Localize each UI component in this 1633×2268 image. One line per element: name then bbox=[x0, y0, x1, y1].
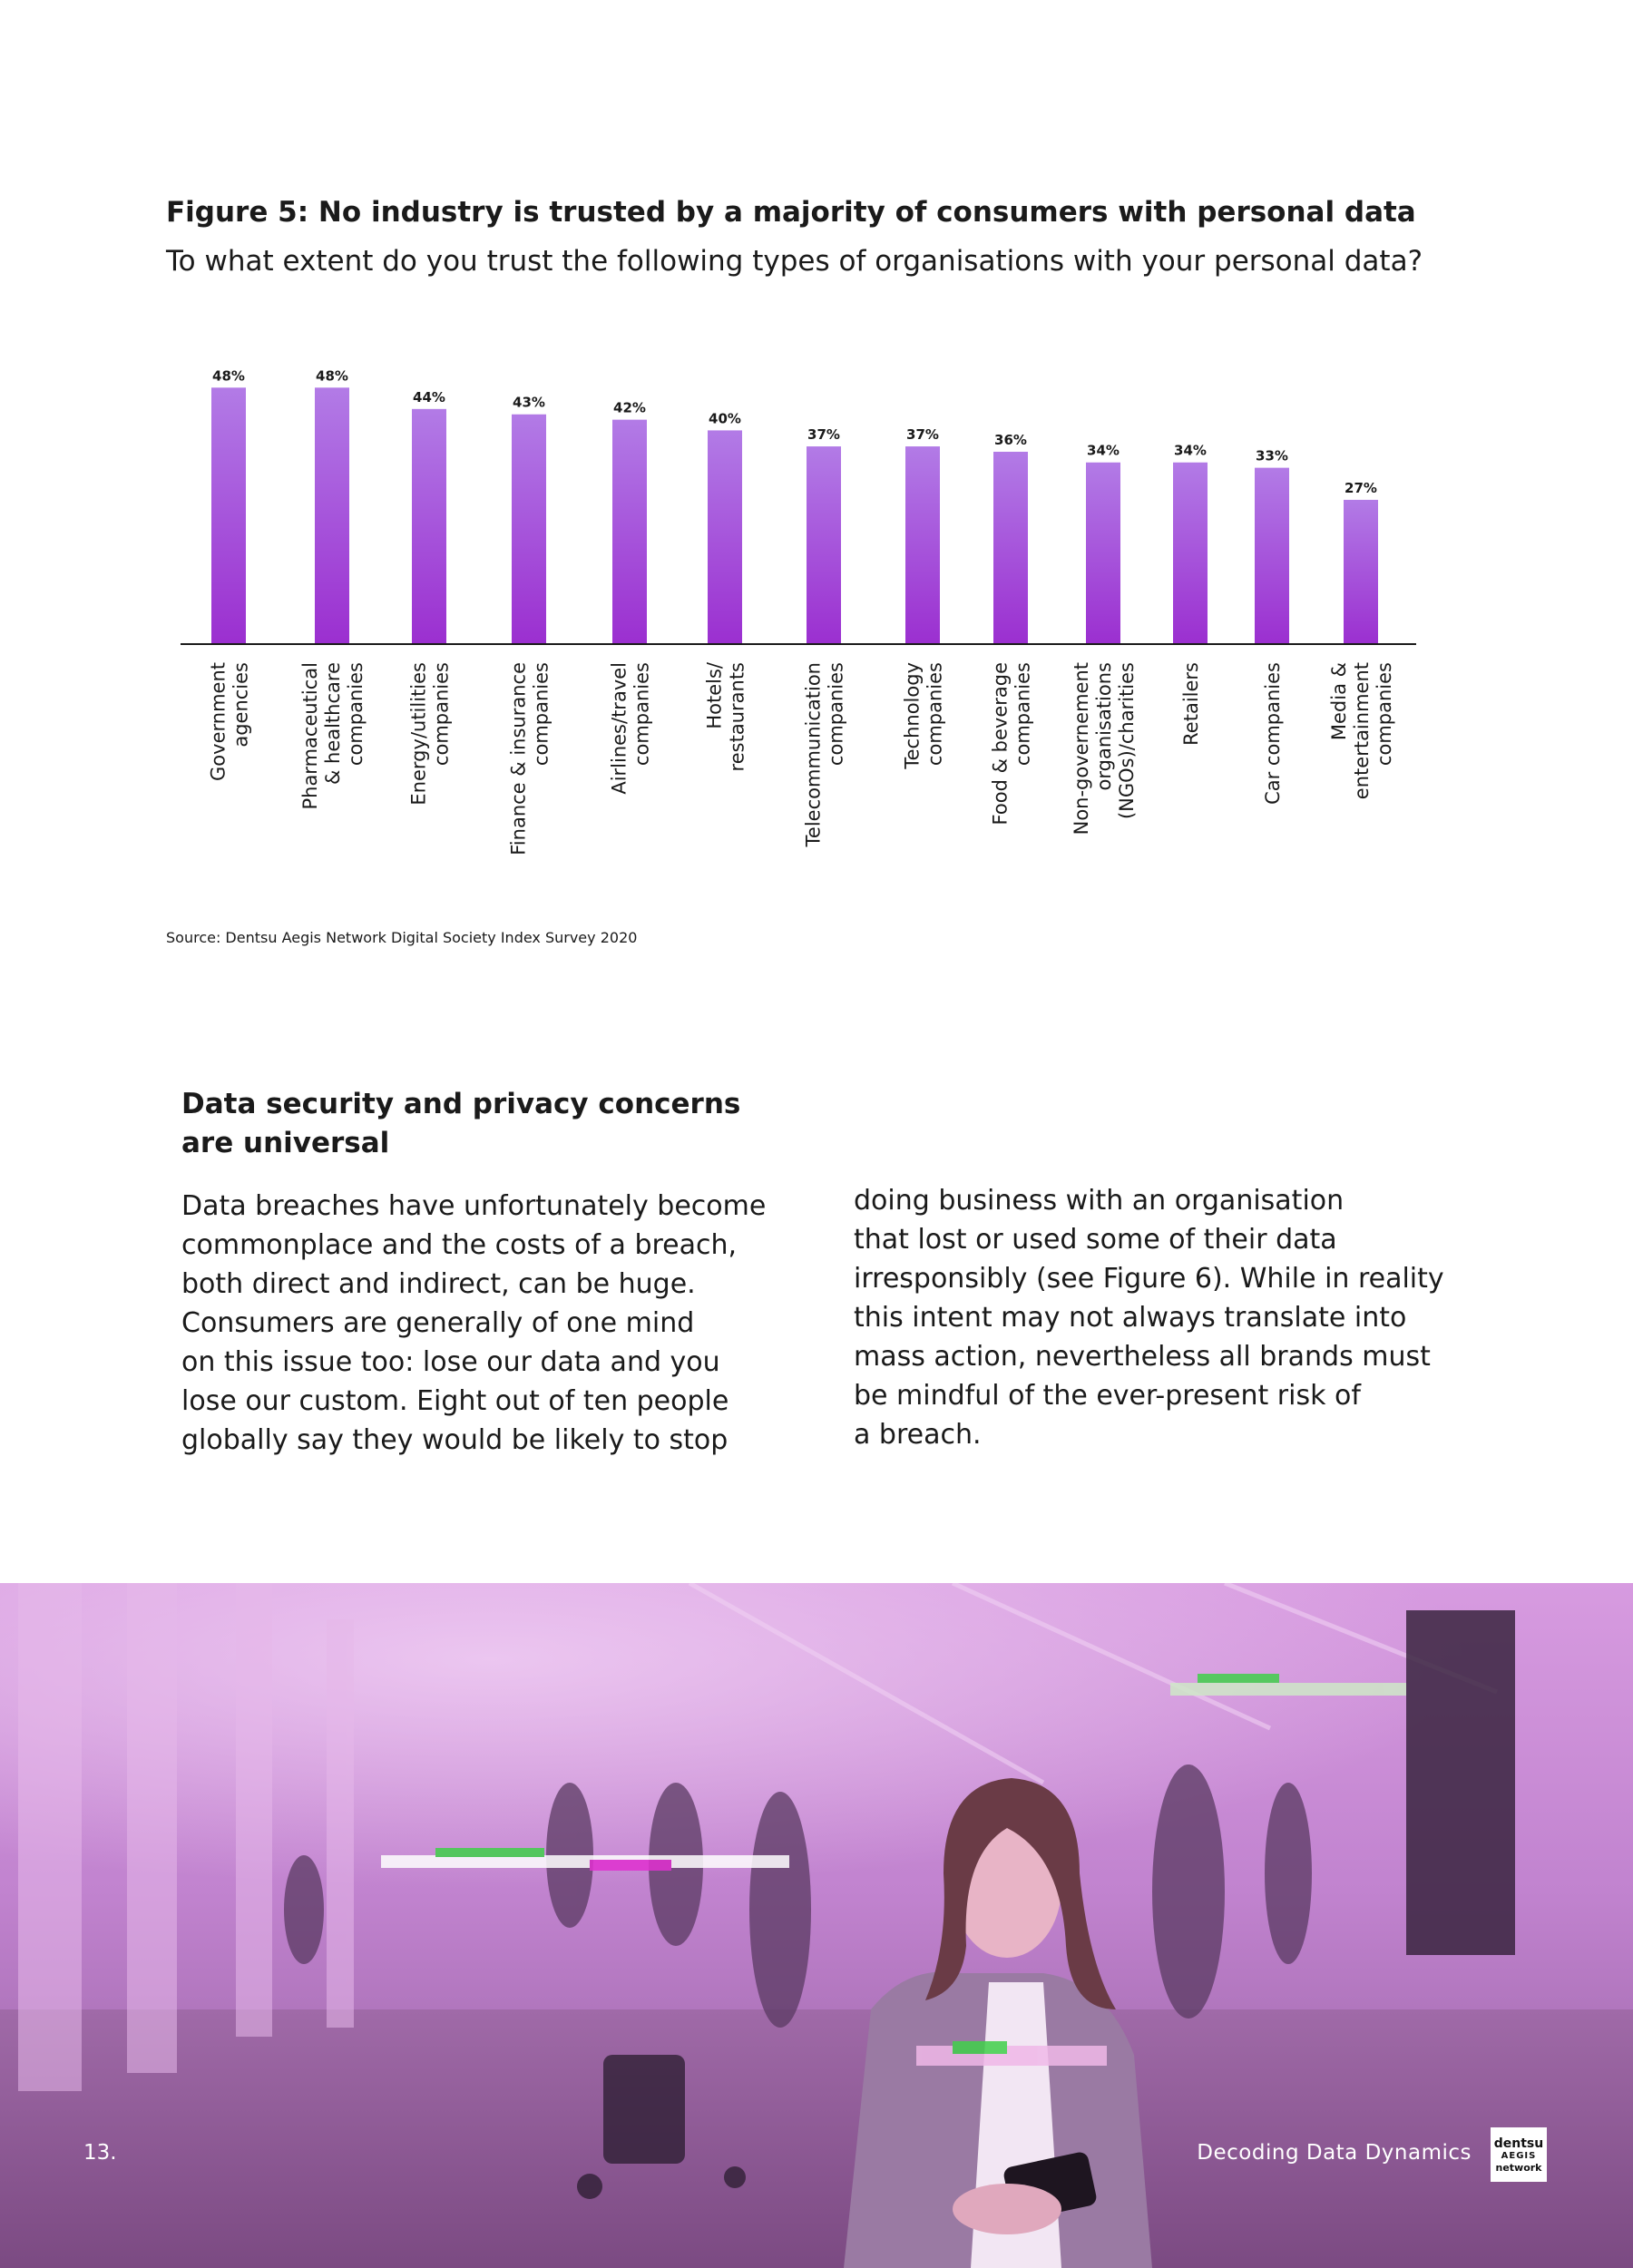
bar bbox=[412, 409, 446, 644]
bar bbox=[512, 415, 546, 644]
category-label-line: Retailers bbox=[1180, 662, 1202, 746]
body-line: Data breaches have unfortunately become bbox=[181, 1190, 767, 1222]
body-line: lose our custom. Eight out of ten people bbox=[181, 1385, 729, 1417]
bar-chart bbox=[0, 345, 1633, 925]
bar-value-label: 40% bbox=[709, 410, 741, 427]
category-label-line: companies bbox=[1374, 662, 1395, 767]
bar bbox=[807, 446, 841, 644]
bar bbox=[315, 387, 349, 644]
category-label-line: Hotels/ bbox=[703, 662, 726, 729]
bar bbox=[708, 430, 742, 644]
category-label bbox=[299, 662, 367, 810]
category-label-line: companies bbox=[530, 662, 552, 767]
body-line: commonplace and the costs of a breach, bbox=[181, 1229, 738, 1261]
body-line: that lost or used some of their data bbox=[854, 1224, 1337, 1256]
category-label-line: & healthcare bbox=[322, 662, 344, 786]
bar-value-label: 48% bbox=[316, 367, 348, 385]
category-label-line: companies bbox=[825, 662, 847, 767]
section-heading bbox=[181, 1085, 762, 1163]
document-title: Decoding Data Dynamics bbox=[1197, 2141, 1472, 2165]
bar-value-label: 37% bbox=[906, 426, 939, 444]
category-label bbox=[408, 662, 453, 806]
bar-value-label: 43% bbox=[513, 394, 545, 411]
body-line: globally say they would be likely to stop bbox=[181, 1424, 728, 1456]
body-line: mass action, nevertheless all brands must bbox=[854, 1341, 1431, 1373]
figure-question: To what extent do you trust the following types of organisations with your personal data? bbox=[166, 245, 1423, 278]
category-label bbox=[208, 662, 252, 781]
figure-title: Figure 5: No industry is trusted by a majority of consumers with personal data bbox=[166, 196, 1416, 229]
body-line: irresponsibly (see Figure 6). While in reality bbox=[854, 1263, 1444, 1295]
bar bbox=[1086, 463, 1120, 644]
bar bbox=[1173, 463, 1208, 644]
category-label bbox=[508, 662, 552, 855]
bar bbox=[1255, 468, 1289, 644]
bar-value-label: 48% bbox=[212, 367, 245, 385]
category-label-line: agencies bbox=[230, 662, 252, 748]
bar bbox=[1344, 500, 1378, 644]
category-label-line: restaurants bbox=[726, 662, 748, 772]
page-number: 13. bbox=[83, 2141, 117, 2165]
source-note: Source: Dentsu Aegis Network Digital Society Index Survey 2020 bbox=[166, 929, 638, 946]
category-label-line: companies bbox=[924, 662, 946, 767]
category-label-line: Finance & insurance bbox=[507, 662, 530, 855]
body-column-right bbox=[854, 1181, 1489, 1454]
category-label bbox=[990, 662, 1034, 825]
category-label-line: companies bbox=[1012, 662, 1034, 767]
body-line: a breach. bbox=[854, 1419, 982, 1451]
logo-text-line: network bbox=[1495, 2161, 1542, 2174]
body-line: both direct and indirect, can be huge. bbox=[181, 1268, 696, 1300]
category-label bbox=[1071, 662, 1138, 835]
body-line: on this issue too: lose our data and you bbox=[181, 1346, 720, 1378]
category-label-line: Non-governement bbox=[1071, 662, 1092, 836]
airport-photo bbox=[0, 1583, 1633, 2268]
category-label-line: companies bbox=[631, 662, 653, 767]
body-line: doing business with an organisation bbox=[854, 1185, 1345, 1217]
body-line: Consumers are generally of one mind bbox=[181, 1307, 695, 1339]
logo-text-line: AEGIS bbox=[1501, 2150, 1537, 2161]
photo-floor bbox=[0, 2009, 1633, 2268]
category-label-line: Car companies bbox=[1262, 662, 1284, 805]
category-label-line: companies bbox=[345, 662, 367, 767]
category-label bbox=[1328, 662, 1395, 799]
bar-value-label: 36% bbox=[994, 431, 1027, 448]
category-label bbox=[609, 662, 653, 795]
bar-value-label: 44% bbox=[413, 388, 445, 406]
bar-value-label: 34% bbox=[1174, 442, 1207, 459]
bar bbox=[211, 387, 246, 644]
category-label-line: Technology bbox=[901, 662, 924, 769]
bar-value-label: 37% bbox=[807, 426, 840, 444]
category-label bbox=[1180, 662, 1202, 746]
bar bbox=[612, 420, 647, 644]
category-label bbox=[1262, 662, 1284, 805]
bar-value-label: 34% bbox=[1087, 442, 1120, 459]
category-label bbox=[803, 662, 847, 847]
category-label-line: Government bbox=[207, 662, 230, 781]
category-label-line: Media & bbox=[1328, 662, 1350, 741]
category-label-line: entertainment bbox=[1351, 662, 1373, 800]
bar bbox=[993, 452, 1028, 644]
bar-value-label: 42% bbox=[613, 399, 646, 416]
category-label-line: organisations bbox=[1093, 662, 1115, 791]
dentsu-aegis-logo bbox=[1491, 2127, 1547, 2182]
bar-value-label: 27% bbox=[1345, 479, 1377, 496]
category-label-line: companies bbox=[430, 662, 453, 767]
category-label-line: Food & beverage bbox=[989, 662, 1012, 826]
photo-display-screen bbox=[1406, 1610, 1515, 1955]
body-line: be mindful of the ever-present risk of bbox=[854, 1380, 1361, 1412]
category-label-line: Airlines/travel bbox=[608, 662, 631, 795]
category-label bbox=[902, 662, 946, 770]
body-line: this intent may not always translate into bbox=[854, 1302, 1407, 1334]
section-heading-line-1: Data security and privacy concerns bbox=[181, 1088, 741, 1120]
logo-text-line: dentsu bbox=[1493, 2136, 1544, 2151]
bar bbox=[905, 446, 940, 644]
section-heading-line-2: are universal bbox=[181, 1127, 390, 1159]
bar-value-label: 33% bbox=[1256, 447, 1288, 464]
category-label bbox=[704, 661, 748, 771]
category-label-line: Pharmaceutical bbox=[299, 662, 321, 810]
body-column-left bbox=[181, 1187, 816, 1460]
category-label-line: Telecommunication bbox=[802, 662, 825, 847]
category-label-line: Energy/utilities bbox=[407, 662, 430, 806]
category-label-line: (NGOs)/charities bbox=[1116, 662, 1138, 820]
